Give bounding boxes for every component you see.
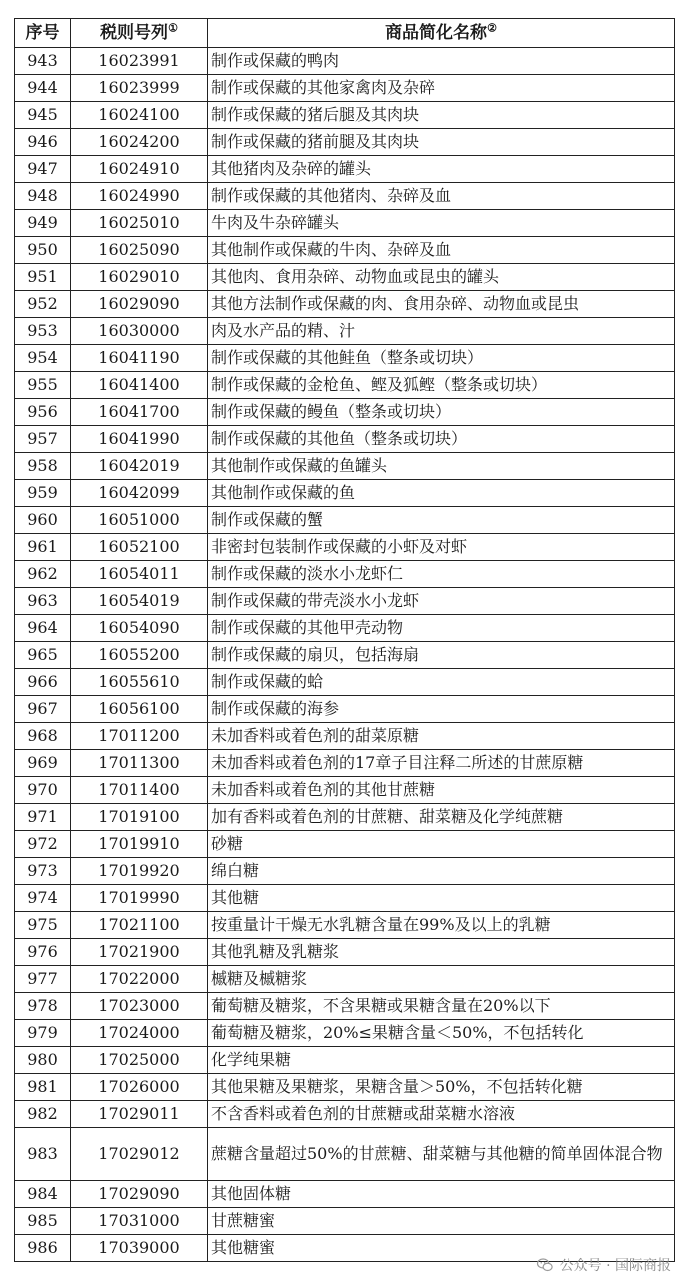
- row-seq: 949: [15, 210, 71, 237]
- row-code: 17024000: [71, 1020, 208, 1047]
- row-seq: 950: [15, 237, 71, 264]
- table-row: [15, 642, 675, 669]
- table-row: [15, 696, 675, 723]
- table-row: [15, 1020, 675, 1047]
- table-row: [15, 210, 675, 237]
- row-seq: 979: [15, 1020, 71, 1047]
- row-code: 16029090: [71, 291, 208, 318]
- row-name: 制作或保藏的其他鲑鱼（整条或切块）: [208, 345, 675, 372]
- footnote-2: ②: [487, 21, 497, 35]
- row-seq: 957: [15, 426, 71, 453]
- row-name: 化学纯果糖: [208, 1047, 675, 1074]
- row-code: 16055200: [71, 642, 208, 669]
- table-row: [15, 1047, 675, 1074]
- table-row: [15, 534, 675, 561]
- table-row: [15, 777, 675, 804]
- row-seq: 943: [15, 48, 71, 75]
- header-row: [15, 19, 675, 48]
- table-row: [15, 48, 675, 75]
- row-seq: 964: [15, 615, 71, 642]
- row-code: 17019990: [71, 885, 208, 912]
- watermark-text: 公众号 · 国际商报: [559, 1258, 671, 1274]
- row-code: 16041190: [71, 345, 208, 372]
- row-code: 16055610: [71, 669, 208, 696]
- row-name: 其他制作或保藏的牛肉、杂碎及血: [208, 237, 675, 264]
- row-seq: 975: [15, 912, 71, 939]
- row-name: 绵白糖: [208, 858, 675, 885]
- row-code: 16024910: [71, 156, 208, 183]
- row-seq: 980: [15, 1047, 71, 1074]
- row-seq: 959: [15, 480, 71, 507]
- table-row: [15, 1208, 675, 1235]
- table-row: [15, 858, 675, 885]
- row-name: 制作或保藏的扇贝，包括海扇: [208, 642, 675, 669]
- row-code: 17019100: [71, 804, 208, 831]
- row-name: 牛肉及牛杂碎罐头: [208, 210, 675, 237]
- row-name: 其他糖蜜: [208, 1235, 675, 1262]
- row-seq: 976: [15, 939, 71, 966]
- row-name: 未加香料或着色剂的17章子目注释二所述的甘蔗原糖: [208, 750, 675, 777]
- row-code: 16054011: [71, 561, 208, 588]
- table-row: [15, 939, 675, 966]
- row-code: 17029090: [71, 1181, 208, 1208]
- row-seq: 986: [15, 1235, 71, 1262]
- row-code: 16029010: [71, 264, 208, 291]
- row-seq: 970: [15, 777, 71, 804]
- header-seq: 序号: [15, 19, 71, 48]
- row-code: 17023000: [71, 993, 208, 1020]
- row-seq: 978: [15, 993, 71, 1020]
- row-code: 16056100: [71, 696, 208, 723]
- row-seq: 967: [15, 696, 71, 723]
- row-code: 16023991: [71, 48, 208, 75]
- table-row: [15, 318, 675, 345]
- row-name: 制作或保藏的带壳淡水小龙虾: [208, 588, 675, 615]
- row-name: 其他固体糖: [208, 1181, 675, 1208]
- watermark: [536, 1255, 671, 1275]
- row-name: 砂糖: [208, 831, 675, 858]
- row-seq: 963: [15, 588, 71, 615]
- row-code: 17031000: [71, 1208, 208, 1235]
- row-seq: 983: [15, 1128, 71, 1181]
- row-seq: 984: [15, 1181, 71, 1208]
- tariff-table: [14, 18, 675, 1262]
- table-row: [15, 669, 675, 696]
- row-code: 17011300: [71, 750, 208, 777]
- row-name: 其他猪肉及杂碎的罐头: [208, 156, 675, 183]
- row-code: 17021100: [71, 912, 208, 939]
- row-code: 16042099: [71, 480, 208, 507]
- row-name: 制作或保藏的鸭肉: [208, 48, 675, 75]
- table-row: [15, 183, 675, 210]
- row-code: 17019920: [71, 858, 208, 885]
- row-name: 制作或保藏的蛤: [208, 669, 675, 696]
- row-name: 非密封包装制作或保藏的小虾及对虾: [208, 534, 675, 561]
- row-name: 未加香料或着色剂的甜菜原糖: [208, 723, 675, 750]
- header-name: 商品简化名称②: [208, 19, 675, 48]
- table-row: [15, 129, 675, 156]
- header-code: 税则号列①: [71, 19, 208, 48]
- table-row: [15, 750, 675, 777]
- row-name: 按重量计干燥无水乳糖含量在99%及以上的乳糖: [208, 912, 675, 939]
- row-code: 17011400: [71, 777, 208, 804]
- row-name: 葡萄糖及糖浆，不含果糖或果糖含量在20%以下: [208, 993, 675, 1020]
- row-seq: 972: [15, 831, 71, 858]
- row-code: 17022000: [71, 966, 208, 993]
- row-name: 蔗糖含量超过50%的甘蔗糖、甜菜糖与其他糖的简单固体混合物: [208, 1128, 675, 1181]
- row-name: 制作或保藏的鳗鱼（整条或切块）: [208, 399, 675, 426]
- row-seq: 965: [15, 642, 71, 669]
- row-seq: 952: [15, 291, 71, 318]
- table-body: [15, 48, 675, 1262]
- table-row: [15, 75, 675, 102]
- table-row: [15, 804, 675, 831]
- row-seq: 982: [15, 1101, 71, 1128]
- table-row: [15, 237, 675, 264]
- table-row: [15, 1074, 675, 1101]
- row-name: 其他乳糖及乳糖浆: [208, 939, 675, 966]
- row-name: 制作或保藏的金枪鱼、鲣及狐鲣（整条或切块）: [208, 372, 675, 399]
- row-name: 其他制作或保藏的鱼罐头: [208, 453, 675, 480]
- row-name: 葡萄糖及糖浆，20%≤果糖含量＜50%，不包括转化: [208, 1020, 675, 1047]
- row-seq: 946: [15, 129, 71, 156]
- table-row: [15, 291, 675, 318]
- table-row: [15, 912, 675, 939]
- table-row: [15, 885, 675, 912]
- table-row: [15, 561, 675, 588]
- table-row: [15, 345, 675, 372]
- row-code: 16025090: [71, 237, 208, 264]
- table-row: [15, 615, 675, 642]
- table-row: [15, 723, 675, 750]
- row-name: 槭糖及槭糖浆: [208, 966, 675, 993]
- row-code: 16041990: [71, 426, 208, 453]
- row-code: 16052100: [71, 534, 208, 561]
- row-name: 甘蔗糖蜜: [208, 1208, 675, 1235]
- table-row: [15, 588, 675, 615]
- row-code: 16023999: [71, 75, 208, 102]
- row-name: 其他制作或保藏的鱼: [208, 480, 675, 507]
- row-code: 17025000: [71, 1047, 208, 1074]
- row-seq: 969: [15, 750, 71, 777]
- row-name: 其他果糖及果糖浆，果糖含量＞50%，不包括转化糖: [208, 1074, 675, 1101]
- table-row: [15, 372, 675, 399]
- row-name: 制作或保藏的其他鱼（整条或切块）: [208, 426, 675, 453]
- row-seq: 960: [15, 507, 71, 534]
- row-code: 16024990: [71, 183, 208, 210]
- table-row: [15, 966, 675, 993]
- row-seq: 947: [15, 156, 71, 183]
- row-seq: 974: [15, 885, 71, 912]
- row-name: 制作或保藏的淡水小龙虾仁: [208, 561, 675, 588]
- row-code: 16041400: [71, 372, 208, 399]
- wechat-icon: [536, 1256, 554, 1274]
- row-code: 17029011: [71, 1101, 208, 1128]
- row-seq: 956: [15, 399, 71, 426]
- row-seq: 953: [15, 318, 71, 345]
- row-name: 制作或保藏的海参: [208, 696, 675, 723]
- table-row: [15, 156, 675, 183]
- row-seq: 948: [15, 183, 71, 210]
- row-code: 16054019: [71, 588, 208, 615]
- table-row: [15, 264, 675, 291]
- table-row: [15, 453, 675, 480]
- table-row: [15, 1101, 675, 1128]
- row-code: 16024200: [71, 129, 208, 156]
- row-seq: 985: [15, 1208, 71, 1235]
- row-seq: 954: [15, 345, 71, 372]
- row-seq: 945: [15, 102, 71, 129]
- table-row: [15, 480, 675, 507]
- row-name: 其他糖: [208, 885, 675, 912]
- row-name: 制作或保藏的其他甲壳动物: [208, 615, 675, 642]
- row-code: 16051000: [71, 507, 208, 534]
- table-row: [15, 1181, 675, 1208]
- table-row: [15, 426, 675, 453]
- row-code: 16041700: [71, 399, 208, 426]
- row-seq: 961: [15, 534, 71, 561]
- table-row: [15, 1128, 675, 1181]
- row-name: 其他方法制作或保藏的肉、食用杂碎、动物血或昆虫: [208, 291, 675, 318]
- row-seq: 962: [15, 561, 71, 588]
- row-code: 17019910: [71, 831, 208, 858]
- table-row: [15, 507, 675, 534]
- row-seq: 981: [15, 1074, 71, 1101]
- row-seq: 955: [15, 372, 71, 399]
- table-row: [15, 399, 675, 426]
- row-seq: 977: [15, 966, 71, 993]
- table-row: [15, 993, 675, 1020]
- row-name: 制作或保藏的蟹: [208, 507, 675, 534]
- row-code: 16025010: [71, 210, 208, 237]
- row-name: 制作或保藏的猪前腿及其肉块: [208, 129, 675, 156]
- row-seq: 971: [15, 804, 71, 831]
- row-seq: 968: [15, 723, 71, 750]
- row-name: 制作或保藏的猪后腿及其肉块: [208, 102, 675, 129]
- row-code: 16030000: [71, 318, 208, 345]
- row-seq: 966: [15, 669, 71, 696]
- row-code: 16042019: [71, 453, 208, 480]
- row-name: 其他肉、食用杂碎、动物血或昆虫的罐头: [208, 264, 675, 291]
- row-code: 16024100: [71, 102, 208, 129]
- row-name: 不含香料或着色剂的甘蔗糖或甜菜糖水溶液: [208, 1101, 675, 1128]
- row-code: 17011200: [71, 723, 208, 750]
- row-code: 17039000: [71, 1235, 208, 1262]
- row-code: 16054090: [71, 615, 208, 642]
- row-name: 制作或保藏的其他猪肉、杂碎及血: [208, 183, 675, 210]
- row-name: 未加香料或着色剂的其他甘蔗糖: [208, 777, 675, 804]
- row-code: 17026000: [71, 1074, 208, 1101]
- table-row: [15, 102, 675, 129]
- footnote-1: ①: [168, 21, 178, 35]
- row-code: 17021900: [71, 939, 208, 966]
- row-name: 制作或保藏的其他家禽肉及杂碎: [208, 75, 675, 102]
- row-name: 加有香料或着色剂的甘蔗糖、甜菜糖及化学纯蔗糖: [208, 804, 675, 831]
- row-seq: 951: [15, 264, 71, 291]
- row-seq: 973: [15, 858, 71, 885]
- row-seq: 944: [15, 75, 71, 102]
- table-row: [15, 831, 675, 858]
- row-name: 肉及水产品的精、汁: [208, 318, 675, 345]
- row-code: 17029012: [71, 1128, 208, 1181]
- row-seq: 958: [15, 453, 71, 480]
